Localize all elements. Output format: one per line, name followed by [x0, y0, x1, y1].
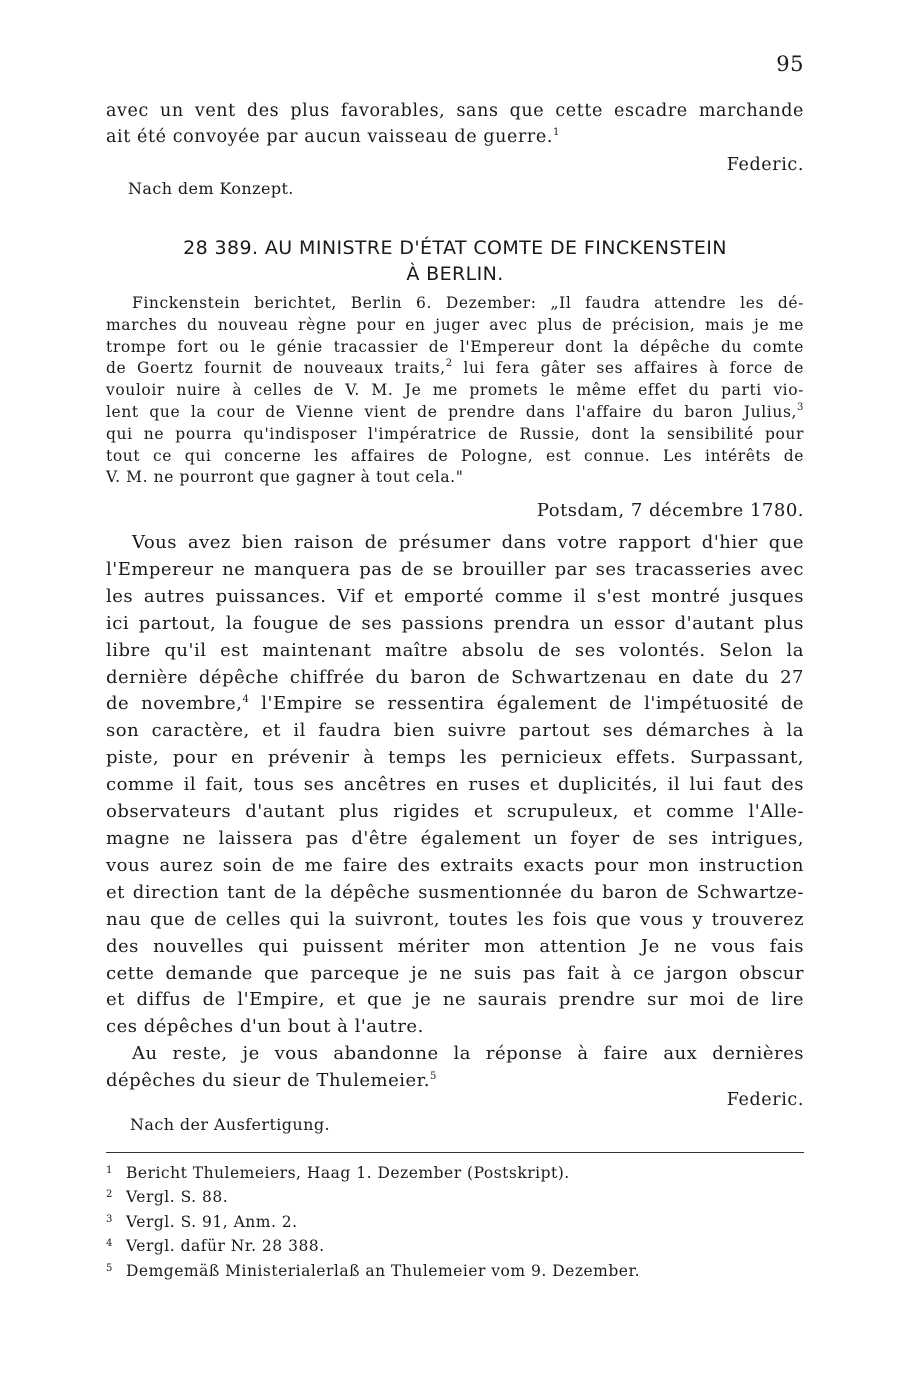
- summary-line: Finckenstein berichtet, Berlin 6. Dezember: „Il faudra attendre les dé-: [132, 294, 804, 312]
- letter-line: Vous avez bien raison de présumer dans votre rapport d'hier que: [132, 532, 804, 553]
- footnotes: [106, 1160, 804, 1282]
- heading-line-1: 28 389. AU MINISTRE D'ÉTAT COMTE DE FINCKENSTEIN: [183, 237, 727, 259]
- summary-line: de Goertz fournit de nouveaux traits,$^2$ lui fera gâter ses affaires à force de: [106, 358, 805, 378]
- footnote-item: [106, 1184, 804, 1208]
- letter-line: et diffus de l'Empire, et que je ne saurais prendre sur moi de lire: [106, 989, 804, 1011]
- summary-line: vouloir nuire à celles de V. M. Je me promets le même effet du parti vio-: [106, 381, 804, 400]
- opening-paragraph: [106, 98, 804, 150]
- report-summary: [106, 293, 804, 489]
- footnote-text: Vergl. S. 88.: [126, 1188, 229, 1207]
- signature-federic-1: Federic.: [726, 155, 804, 175]
- footnote-text: Vergl. S. 91, Anm. 2.: [126, 1212, 298, 1231]
- source-note-ausfertigung: Nach der Ausfertigung.: [130, 1115, 330, 1134]
- source-note-konzept: Nach dem Konzept.: [128, 179, 294, 198]
- footnote-text: Vergl. dafür Nr. 28 388.: [126, 1237, 325, 1256]
- footnote-text: Bericht Thulemeiers, Haag 1. Dezember (Postskript).: [126, 1164, 570, 1182]
- footnote-ref-1[interactable]: 1: [553, 127, 560, 138]
- page-number: 95: [776, 52, 804, 76]
- summary-line: V. M. ne pourront que gagner à tout cela.": [106, 468, 464, 487]
- letter-line: comme il fait, tous ses ancêtres en ruses et duplicités, il lui faut des: [106, 774, 804, 796]
- dateline: Potsdam, 7 décembre 1780.: [536, 500, 804, 521]
- summary-line: marches du nouveau règne pour en juger avec plus de précision, mais je me: [106, 315, 804, 334]
- letter-line: l'Empereur ne manquera pas de se brouiller par ses tracasseries avec: [106, 558, 804, 580]
- letter-line: Au reste, je vous abandonne la réponse à faire aux dernières: [132, 1043, 804, 1065]
- summary-line: tout ce qui concerne les affaires de Pologne, est connue. Les intérêts de: [106, 446, 804, 465]
- heading-line-2: À BERLIN.: [406, 263, 504, 285]
- letter-line: magne ne laissera pas d'être également un foyer de ses intrigues,: [106, 827, 804, 849]
- letter-line: ici partout, la fougue de ses passions prendra un essor d'autant plus: [106, 612, 804, 634]
- opening-line-2-text: ait été convoyée par aucun vaisseau de guerre.: [106, 127, 554, 147]
- footnote-ref-3[interactable]: 3: [797, 401, 804, 413]
- letter-line: son caractère, et il faudra bien suivre partout ses démarches à la: [106, 720, 804, 742]
- footnote-ref-4[interactable]: 4: [242, 694, 250, 706]
- footnote-ref-5[interactable]: 5: [430, 1071, 437, 1083]
- opening-line-1: avec un vent des plus favorables, sans que cette escadre marchande: [106, 101, 804, 121]
- letter-line: piste, pour en prévenir à temps les pernicieux effets. Surpassant,: [106, 747, 804, 769]
- letter-line: cette demande que parceque je ne suis pas fait à ce jargon obscur: [106, 962, 804, 984]
- footnote-item: [106, 1233, 804, 1257]
- summary-line: trompe fort ou le génie tracassier de l'Empereur dont la dépêche du comte: [106, 337, 804, 356]
- footnote-divider: [106, 1152, 804, 1153]
- footnote-mark: 4: [106, 1238, 113, 1250]
- footnote-mark: 1: [106, 1165, 113, 1176]
- summary-line: lent que la cour de Vienne vient de prendre dans l'affaire du baron Julius,$^3$: [106, 401, 804, 421]
- letter-line: vous aurez soin de me faire des extraits exacts pour mon instruction: [106, 854, 804, 876]
- letter-line: de novembre,$^4$ l'Empire se ressentira également de l'impétuosité de: [106, 693, 804, 715]
- letter-line: les autres puissances. Vif et emporté comme il s'est montré jusques: [106, 585, 804, 607]
- letter-line: dépêches du sieur de Thulemeier.$^5$: [106, 1070, 437, 1092]
- letter-body: [106, 530, 804, 1095]
- letter-line: et direction tant de la dépêche susmentionnée du baron de Schwartze-: [106, 881, 804, 903]
- letter-line: des nouvelles qui puissent mériter mon attention Je ne vous fais: [106, 935, 804, 957]
- signature-federic-2: Federic.: [726, 1090, 804, 1110]
- summary-line: qui ne pourra qu'indisposer l'impératrice de Russie, dont la sensibilité pour: [106, 424, 804, 443]
- footnote-item: [106, 1258, 804, 1282]
- footnote-mark: 3: [106, 1213, 113, 1225]
- footnote-mark: 2: [106, 1189, 113, 1201]
- footnote-ref-2[interactable]: 2: [445, 358, 453, 370]
- footnote-mark: 5: [106, 1262, 113, 1274]
- footnote-text: Demgemäß Ministerialerlaß an Thulemeier vom 9. Dezember.: [126, 1261, 641, 1280]
- letter-line: libre qu'il est maintenant maître absolu de ses volontés. Selon la: [106, 639, 804, 661]
- footnote-item: [106, 1209, 804, 1233]
- footnote-item: [106, 1160, 804, 1184]
- letter-line: nau que de celles qui la suivront, toutes les fois que vous y trouverez: [106, 908, 804, 930]
- letter-line: ces dépêches d'un bout à l'autre.: [106, 1016, 424, 1038]
- document-heading: [106, 235, 804, 287]
- letter-line: observateurs d'autant plus rigides et scrupuleux, et comme l'Alle-: [106, 801, 804, 823]
- opening-line-2: [106, 124, 804, 150]
- letter-line: dernière dépêche chiffrée du baron de Schwartzenau en date du 27: [106, 666, 804, 688]
